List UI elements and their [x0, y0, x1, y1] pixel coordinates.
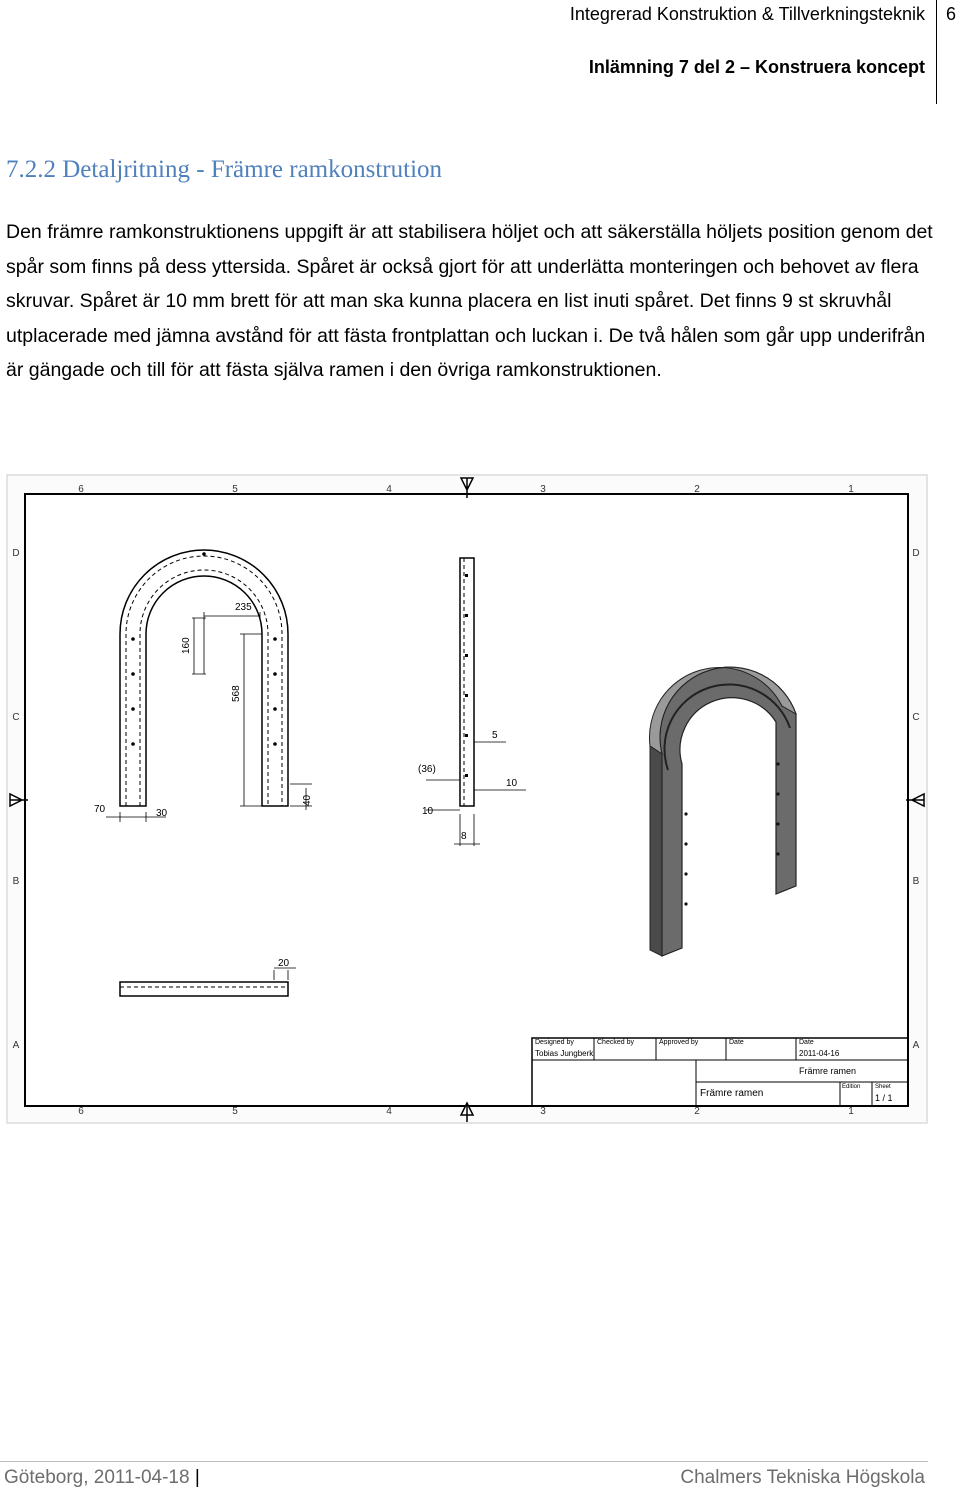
screw-hole: [131, 672, 135, 676]
screw-hole: [273, 707, 277, 711]
tb-sheet-label: Sheet: [875, 1084, 891, 1090]
tb-date-label: Date: [729, 1039, 744, 1046]
zone-col-label: 1: [848, 484, 854, 495]
side-hole-mark: [465, 734, 468, 737]
header-subtitle: Inlämning 7 del 2 – Konstruera koncept: [588, 57, 925, 77]
dim-side-depth: (36): [418, 764, 436, 775]
tb-checked-by-label: Checked by: [597, 1039, 634, 1046]
screw-hole: [273, 672, 277, 676]
zone-col-label: 2: [694, 1106, 700, 1117]
tb-title-top: Främre ramen: [799, 1066, 857, 1076]
dim-groove-depth: 5: [492, 730, 498, 741]
side-hole-mark: [465, 774, 468, 777]
zone-row-label: C: [12, 712, 20, 723]
footer-location-date: [4, 1467, 200, 1489]
dim-upper-height: 160: [181, 637, 192, 654]
side-view: [460, 558, 474, 806]
zone-row-label: A: [12, 1040, 20, 1051]
zone-col-label: 2: [694, 484, 700, 495]
screw-hole: [273, 742, 277, 746]
zone-row-label: C: [912, 712, 920, 723]
bottom-profile: [120, 982, 288, 996]
dim-bottom-view-width: 20: [278, 958, 290, 969]
dim-left-offset: 70: [94, 804, 106, 815]
footer-separator: |: [194, 1467, 200, 1488]
header-title: Integrerad Konstruktion & Tillverkningsteknik: [569, 4, 925, 24]
zone-col-label: 4: [386, 484, 392, 495]
footer-date-text: Göteborg, 2011-04-18: [4, 1467, 190, 1488]
zone-row-label: A: [912, 1040, 920, 1051]
tb-title-main: Främre ramen: [700, 1088, 764, 1099]
tb-approved-by-label: Approved by: [659, 1039, 699, 1046]
side-hole-mark: [465, 614, 468, 617]
zone-col-label: 3: [540, 1106, 546, 1117]
screw-hole: [202, 552, 206, 556]
zone-col-label: 5: [232, 1106, 238, 1117]
page-number: 6: [946, 4, 957, 24]
technical-drawing: [6, 474, 928, 1124]
tb-sheet: 1 / 1: [875, 1093, 893, 1103]
dim-side-right: 10: [506, 778, 518, 789]
section-heading: 7.2.2 Detaljritning - Främre ramkonstrution: [6, 156, 443, 183]
zone-col-label: 1: [848, 1106, 854, 1117]
side-hole-mark: [465, 694, 468, 697]
screw-hole: [131, 637, 135, 641]
tb-date-col-label: Date: [799, 1039, 814, 1046]
zone-col-label: 5: [232, 484, 238, 495]
tb-date: 2011-04-16: [799, 1049, 840, 1058]
dim-side-left: 10: [422, 806, 434, 817]
dim-side-bottom: 8: [461, 831, 467, 842]
zone-row-label: D: [12, 548, 20, 559]
screw-hole: [131, 742, 135, 746]
side-hole-mark: [465, 654, 468, 657]
footer-institution: Chalmers Tekniska Högskola: [680, 1467, 925, 1488]
dim-bottom-height: 40: [302, 794, 313, 806]
iso-side-face: [650, 746, 662, 956]
screw-hole: [131, 707, 135, 711]
tb-edition-label: Edition: [842, 1084, 861, 1090]
side-profile: [460, 558, 474, 806]
zone-row-label: B: [912, 876, 920, 887]
screw-hole: [273, 637, 277, 641]
dim-leg-width: 30: [156, 808, 168, 819]
zone-col-label: 3: [540, 484, 546, 495]
zone-col-label: 6: [78, 1106, 84, 1117]
zone-col-label: 6: [78, 484, 84, 495]
zone-row-label: D: [912, 548, 920, 559]
side-hole-mark: [465, 574, 468, 577]
zone-row-label: B: [12, 876, 20, 887]
drawing-sheet: [6, 474, 928, 1124]
zone-col-label: 4: [386, 1106, 392, 1117]
header-divider: [936, 0, 937, 104]
tb-designed-by-label: Designed by: [535, 1039, 574, 1046]
footer-divider: [0, 1461, 928, 1462]
dim-top-width: 235: [235, 602, 252, 613]
dim-total-height: 568: [231, 685, 242, 702]
tb-designed-by: Tobias Jungberk: [535, 1049, 594, 1058]
bottom-view: [120, 982, 288, 996]
body-paragraph: Den främre ramkonstruktionens uppgift är att stabilisera höljet och att säkerställa höljets position genom det spår som finns på dess yttersida. Spåret är också gjort för att underlätta monteringen och behovet av flera skruvar. Spåret är 10 mm brett för att man ska kunna placera en list inuti spåret. Det finns 9 st skruvhål utplacerade med jämna avstånd för att fästa frontplattan och luckan i. De två hålen som går upp underifrån är gängade och till för att fästa själva ramen i den övriga ramkonstruktionen.: [6, 221, 933, 381]
